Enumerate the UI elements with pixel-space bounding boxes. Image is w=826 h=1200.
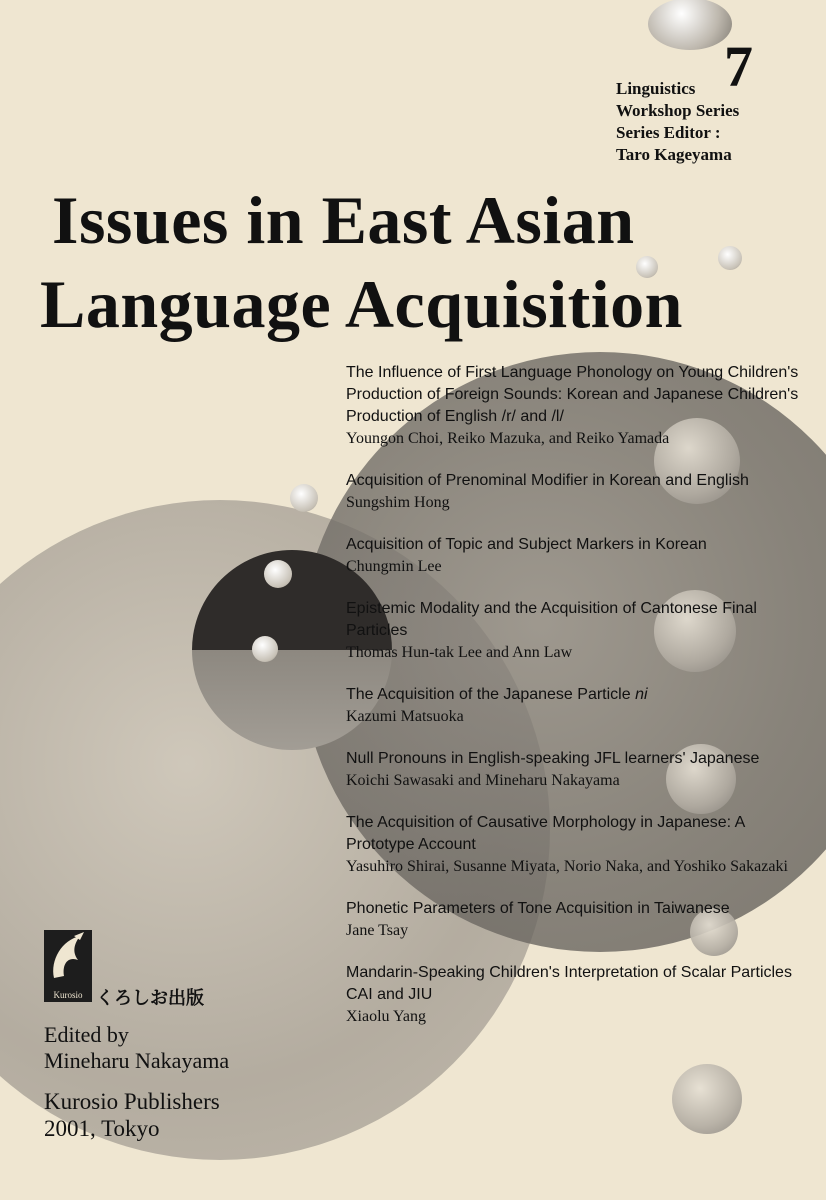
- small-sphere: [290, 484, 318, 512]
- small-sphere: [672, 1064, 742, 1134]
- entry-title: The Acquisition of Causative Morphology in Japanese: A Prototype Account: [346, 814, 745, 853]
- small-sphere: [264, 560, 292, 588]
- edited-by-label: Edited by: [44, 1022, 129, 1047]
- entry-title: Mandarin-Speaking Children's Interpretation of Scalar Particles CAI and JIU: [346, 964, 792, 1003]
- publication-year-place: 2001, Tokyo: [44, 1116, 160, 1141]
- entry-title-text: The Acquisition of the Japanese Particle: [346, 686, 636, 703]
- contents-entry: [346, 812, 806, 877]
- series-line: Linguistics: [616, 79, 696, 98]
- series-line: Workshop Series: [616, 101, 740, 120]
- entry-title: Phonetic Parameters of Tone Acquisition in Taiwanese: [346, 900, 730, 917]
- series-number: 7: [724, 34, 753, 99]
- contents-entry: [346, 748, 806, 791]
- entry-authors: Xiaolu Yang: [346, 1008, 427, 1025]
- entry-authors: Koichi Sawasaki and Mineharu Nakayama: [346, 772, 620, 789]
- title-line: Language Acquisition: [40, 266, 683, 342]
- entry-authors: Jane Tsay: [346, 922, 409, 939]
- entry-authors: Yasuhiro Shirai, Susanne Miyata, Norio Naka, and Yoshiko Sakazaki: [346, 858, 788, 875]
- entry-title: The Influence of First Language Phonology on Young Children's Production of Foreign Sounds: Korean and Japanese Children's Production of English /r/ and /l/: [346, 364, 799, 425]
- book-title: [40, 178, 800, 346]
- series-line: Series Editor :: [616, 123, 721, 142]
- contents-entry: [346, 962, 806, 1027]
- publisher-logo: [44, 930, 92, 1002]
- entry-authors: Youngon Choi, Reiko Mazuka, and Reiko Yamada: [346, 430, 670, 447]
- entry-title: Acquisition of Topic and Subject Markers in Korean: [346, 536, 707, 553]
- contents-list: [346, 362, 806, 1048]
- entry-title: [346, 684, 806, 706]
- entry-title: Null Pronouns in English-speaking JFL learners' Japanese: [346, 750, 760, 767]
- publisher-info: [44, 1088, 220, 1142]
- entry-title: Epistemic Modality and the Acquisition of Cantonese Final Particles: [346, 600, 757, 639]
- entry-title-italic: ni: [635, 686, 648, 703]
- logo-label: Kurosio: [53, 990, 83, 1000]
- entry-authors: Thomas Hun-tak Lee and Ann Law: [346, 644, 573, 661]
- publisher-name: Kurosio Publishers: [44, 1089, 220, 1114]
- contents-entry: [346, 362, 806, 449]
- entry-title: Acquisition of Prenominal Modifier in Korean and English: [346, 472, 749, 489]
- small-sphere: [648, 0, 732, 50]
- contents-entry: [346, 684, 806, 727]
- small-sphere: [252, 636, 278, 662]
- editor-info: [44, 1022, 229, 1074]
- series-line: Taro Kageyama: [616, 145, 732, 164]
- editor-name: Mineharu Nakayama: [44, 1048, 230, 1073]
- publisher-japanese-name: くろしお出版: [96, 988, 204, 1009]
- contents-entry: [346, 534, 806, 577]
- dolphin-icon: [44, 930, 92, 988]
- entry-authors: Chungmin Lee: [346, 558, 442, 575]
- title-line: Issues in East Asian: [52, 182, 635, 258]
- contents-entry: [346, 598, 806, 663]
- entry-authors: Sungshim Hong: [346, 494, 450, 511]
- contents-entry: [346, 898, 806, 941]
- entry-authors: Kazumi Matsuoka: [346, 708, 464, 725]
- series-info: [616, 78, 739, 166]
- contents-entry: [346, 470, 806, 513]
